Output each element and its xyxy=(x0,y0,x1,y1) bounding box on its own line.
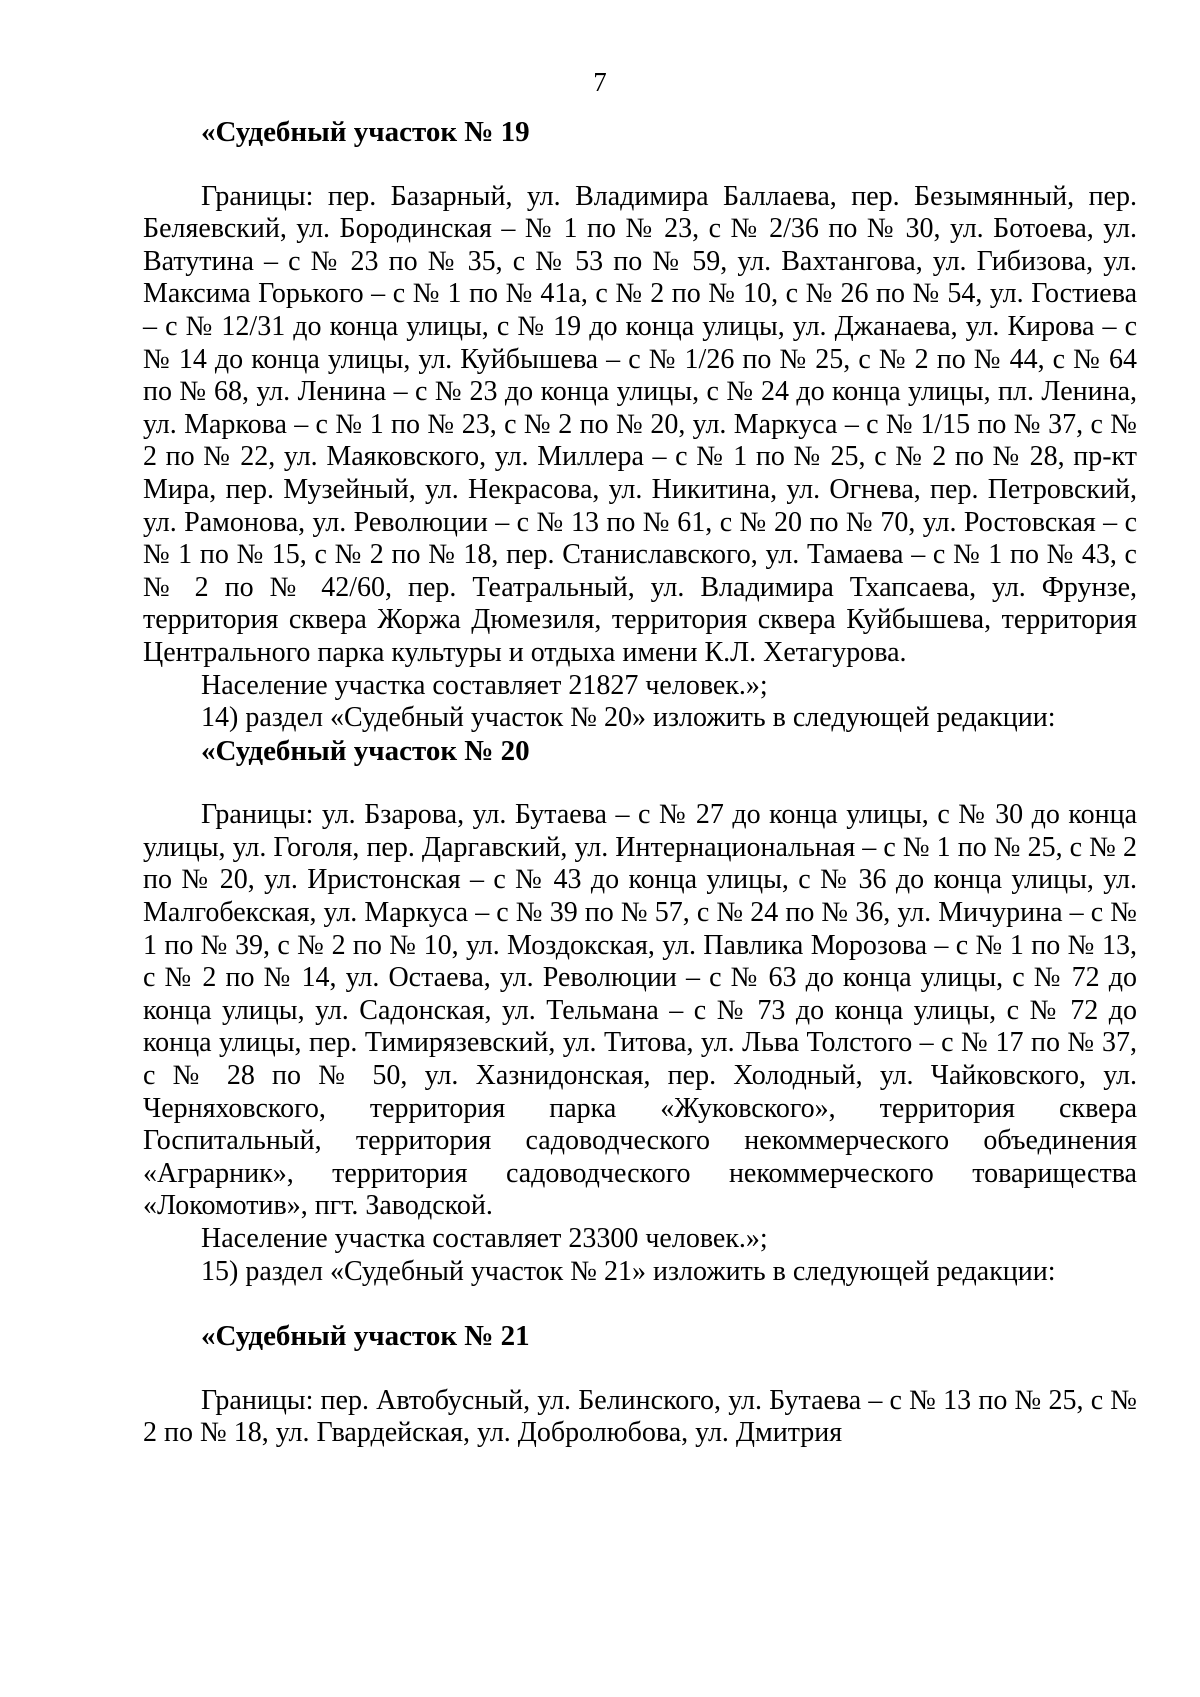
section-heading-20: «Судебный участок № 20 xyxy=(201,734,530,767)
amendment-instruction-14: 14) раздел «Судебный участок № 20» изложить в следующей редакции: xyxy=(201,702,1056,734)
section-population-20: Население участка составляет 23300 человек.»; xyxy=(201,1223,768,1254)
spacer xyxy=(143,767,1137,799)
section-boundaries-21: Границы: пер. Автобусный, ул. Белинского, ул. Бутаева – с № 13 по № 25, с № 2 по № 18, ул. Гвардейская, ул. Добролюбова, ул. Дмитрия xyxy=(143,1384,1137,1449)
amendment-instruction-15: 15) раздел «Судебный участок № 21» изложить в следующей редакции: xyxy=(201,1255,1056,1287)
section-population-19: Население участка составляет 21827 человек.»; xyxy=(201,669,768,701)
section-heading-19: «Судебный участок № 19 xyxy=(201,116,530,148)
section-boundaries-19: Границы: пер. Базарный, ул. Владимира Баллаева, пер. Безымянный, пер. Беляевский, ул. Бородинская – № 1 по № 23, с № 2/36 по № 30, ул. Ботоева, ул. Ватутина – с № 23 по № 35, с № 53 по № 59, ул. Вахтангова, ул. Гибизова, ул. Максима Горького – с № 1 по № 41а, с № 2 по № 10, с № 26 по № 54, ул. Гостиева – с № 12/31 до конца улицы, с № 19 до конца улицы, ул. Джанаева, ул. Кирова – с № 14 до конца улицы, ул. Куйбышева – с № 1/26 по № 25, с № 2 по № 44, с № 64 по № 68, ул. Ленина – с № 23 до конца улицы, с № 24 до конца улицы, пл. Ленина, ул. Маркова – с № 1 по № 23, с № 2 по № 20, ул. Маркуса – с № 1/15 по № 37, с № 2 по № 22, ул. Маяковского, ул. Миллера – с № 1 по № 25, с № 2 по № 28, пр-кт Мира, пер. Музейный, ул. Некрасова, ул. Никитина, ул. Огнева, пер. Петровский, ул. Рамонова, ул. Революции – с № 13 по № 61, с № 20 по № 70, ул. Ростовская – с № 1 по № 15, с № 2 по № 18, пер. Станиславского, ул. Тамаева – с № 1 по № 43, с № 2 по № 42/60, пер. Театральный, ул. Владимира Тхапсаева, ул. Фрунзе, территория сквера Жоржа Дюмезиля, территория сквера Куйбышева, территория Центрального парка культуры и отдыха имени К.Л. Хетагурова. xyxy=(143,180,1137,668)
section-heading-21: «Судебный участок № 21 xyxy=(201,1320,530,1353)
section-boundaries-20: Границы: ул. Бзарова, ул. Бутаева – с № 27 до конца улицы, с № 30 до конца улицы, ул. Гоголя, пер. Даргавский, ул. Интернациональная – с № 1 по № 25, с № 2 по № 20, ул. Иристонская – с № 43 до конца улицы, с № 36 до конца улицы, ул. Малгобекская, ул. Маркуса – с № 39 по № 57, с № 24 по № 36, ул. Мичурина – с № 1 по № 39, с № 2 по № 10, ул. Моздокская, ул. Павлика Морозова – с № 1 по № 13, с № 2 по № 14, ул. Остаева, ул. Революции – с № 63 до конца улицы, с № 72 до конца улицы, ул. Садонская, ул. Тельмана – с № 73 до конца улицы, с № 72 до конца улицы, пер. Тимирязевский, ул. Титова, ул. Льва Толстого – с № 17 по № 37, с № 28 по № 50, ул. Хазнидонская, пер. Холодный, ул. Чайковского, ул. Черняховского, территория парка «Жуковского», территория сквера Госпитальный, территория садоводческого некоммерческого объединения «Аграрник», территория садоводческого некоммерческого товарищества «Локомотив», пгт. Заводской. xyxy=(143,799,1137,1222)
page-number: 7 xyxy=(593,67,607,97)
document-body xyxy=(143,116,1137,1450)
spacer xyxy=(143,149,1137,181)
spacer xyxy=(143,1353,1137,1385)
spacer xyxy=(143,1288,1137,1320)
